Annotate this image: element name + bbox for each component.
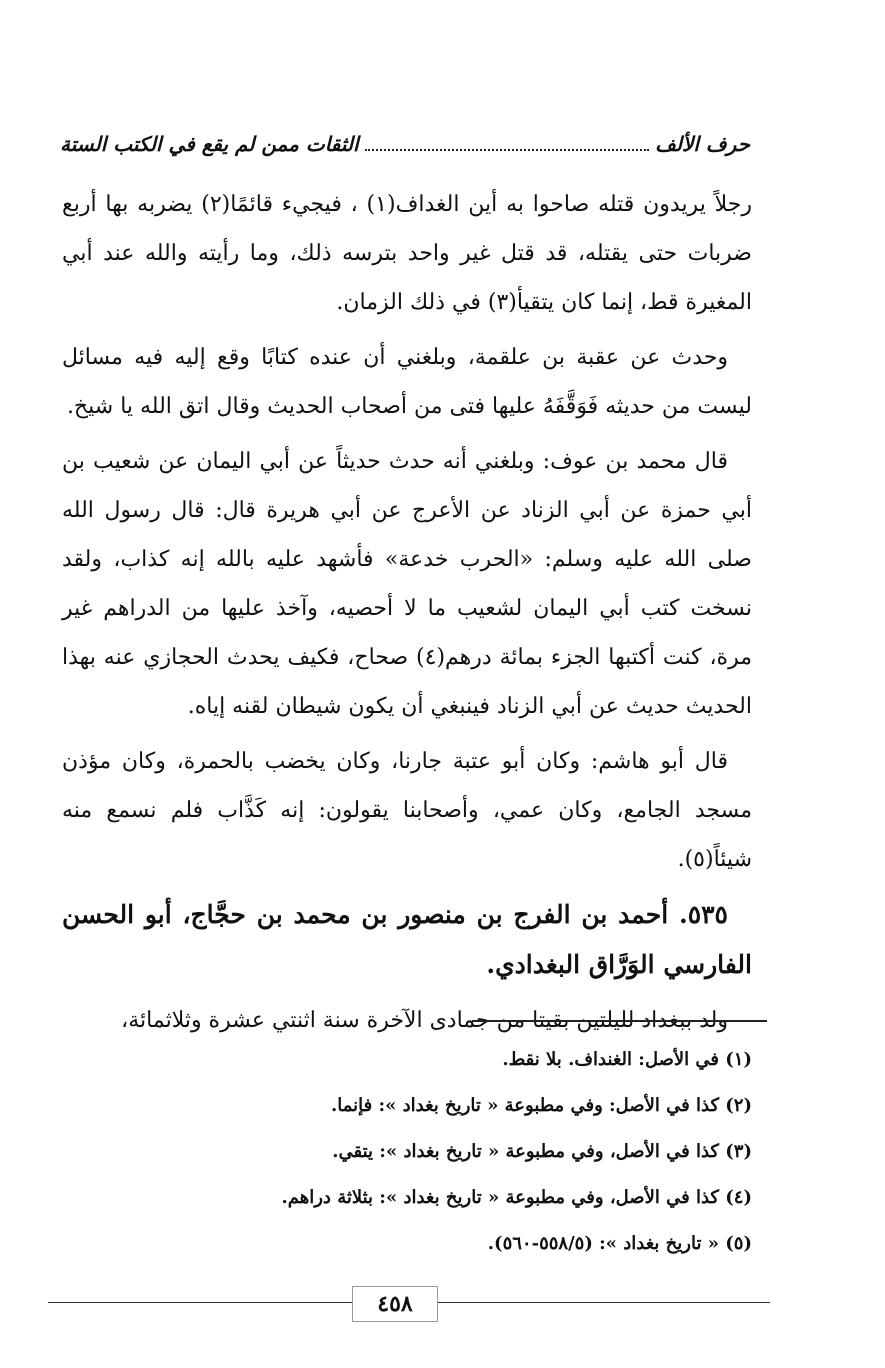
paragraph: قال أبو هاشم: وكان أبو عتبة جارنا، وكان يخضب بالحمرة، وكان مؤذن مسجد الجامع، وكان عمي، وأصحابنا يقولون: إنه كَذَّاب فلم نسمع منه شيئاً(٥). <box>62 749 752 872</box>
paragraph: ولد ببغداد لليلتين بقيتا من جمادى الآخرة سنة اثنتي عشرة وثلاثمائة، <box>121 1008 728 1033</box>
entry-heading: ٥٣٥. أحمد بن الفرج بن منصور بن محمد بن حجَّاج، أبو الحسن الفارسي الوَرَّاق البغدادي. <box>62 900 752 979</box>
entry-title: أحمد بن الفرج بن منصور بن محمد بن حجَّاج، أبو الحسن الفارسي الوَرَّاق البغدادي. <box>62 900 752 979</box>
footnotes <box>62 1037 752 1267</box>
main-text <box>62 180 752 1051</box>
header-dots <box>365 137 650 151</box>
paragraph: وحدث عن عقبة بن علقمة، وبلغني أن عنده كتابًا وقع إليه فيه مسائل ليست من حديثه فَوَقَّفَهُ عليها فتى من أصحاب الحديث وقال اتق الله يا شيخ. <box>62 345 752 419</box>
footnote: (٤) كذا في الأصل، وفي مطبوعة « تاريخ بغداد »: بثلاثة دراهم. <box>281 1187 752 1208</box>
page-number: ٤٥٨ <box>352 1286 438 1322</box>
footnote: (١) في الأصل: الغنداف. بلا نقط. <box>502 1049 752 1070</box>
footnote: (٥) « تاريخ بغداد »: (٥٥٨/٥-٥٦٠). <box>487 1233 752 1254</box>
book-title: الثقات ممن لم يقع في الكتب الستة <box>60 132 359 156</box>
chapter-title: حرف الألف <box>655 132 750 156</box>
paragraph: رجلاً يريدون قتله صاحوا به أين الغداف(١) ، فيجيء قائمًا(٢) يضربه بها أربع ضربات حتى يقتله، قد قتل غير واحد بترسه ذلك، وما رأيته والله عند أبي المغيرة قط، إنما كان يتقيأ(٣) في ذلك الزمان. <box>62 192 752 315</box>
footnote: (٢) كذا في الأصل: وفي مطبوعة « تاريخ بغداد »: فإنما. <box>330 1095 752 1116</box>
entry-number: ٥٣٥ <box>687 900 728 929</box>
footnote: (٣) كذا في الأصل، وفي مطبوعة « تاريخ بغداد »: يتقي. <box>332 1141 752 1162</box>
running-header <box>60 128 750 160</box>
paragraph: قال محمد بن عوف: وبلغني أنه حدث حديثاً عن أبي اليمان عن شعيب بن أبي حمزة عن أبي الزناد عن الأعرج عن أبي هريرة قال: قال رسول الله صلى الله عليه وسلم: «الحرب خدعة» فأشهد عليه بالله إنه كذاب، ولقد نسخت كتب أبي اليمان لشعيب ما لا أحصيه، وآخذ عليها من الدراهم غير مرة، كنت أكتبها الجزء بمائة درهم(٤) صحاح، فكيف يحدث الحجازي عنه بهذا الحديث حديث عن أبي الزناد فينبغي أن يكون شيطان لقنه إياه. <box>62 449 752 719</box>
footnote-separator <box>472 1020 767 1022</box>
